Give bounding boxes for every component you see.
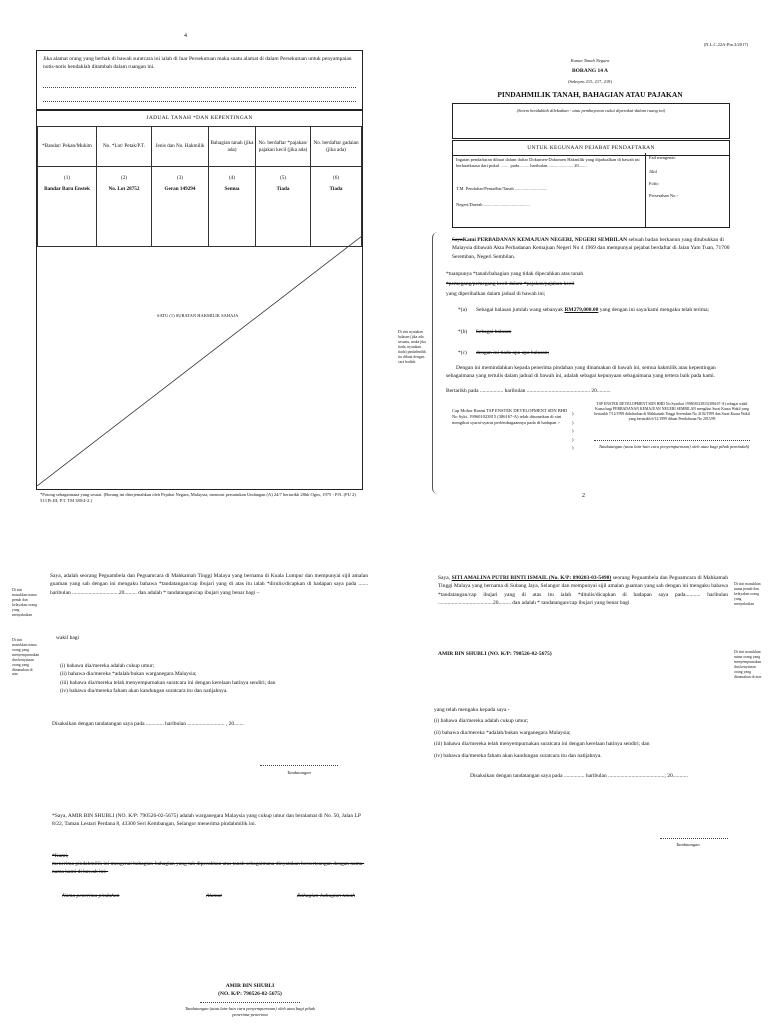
declaration-item: (i) bahawa dia/mereka adalah cukup umur; [434,718,529,724]
data-cell [256,167,311,247]
data-cell [97,167,152,247]
signature-label: Tandatangan [676,842,700,847]
col-number: (6) [332,175,340,181]
option-a-pre: Sebagai balasan jumlah wang sebanyak [476,307,565,313]
dotted-line [43,87,356,88]
col-share: Bahagian-bahagian tanah [297,893,355,899]
option-c-label: *(c) [458,350,467,356]
option-a [476,306,746,314]
witness-paragraph [438,574,728,607]
col-number: (1) [63,175,71,181]
declaration-item: (i) bahawa dia/mereka adalah cukup umur; [60,663,155,669]
transferor-name: Kami PERBADANAN KEMAJUAN NEGERI, NEGERI SEMBILAN [462,237,628,243]
declaration-item: (iv) bahawa dia/mereka faham akan kandungan suratcara itu dan natijahnya. [434,752,602,759]
dated-line: Bertarikh pada ................. haribulan .............................................. 20.......... [446,388,611,394]
amount: RM279,000.00 [564,307,599,313]
registrar-file: Fail mengenai: [649,155,676,160]
kami-paragraph: menerima pindahmilik ini mengenai bahagian-bahagian yang tak dipecahkan atas tanah sebagaimana dinyatakan berserteangan dengan nama-nama kami di bawah ini:- [52,861,365,876]
mengaku-line: yang telah mengaku kepada saya - [434,707,510,713]
signature-caption: Tandatangan (atau lain-lain cara penyempurnaan) oleh atau bagi pihak pemindah) [598,444,750,449]
declaration-list [60,662,370,695]
notice-box [36,50,363,110]
declaration-item: (iii) bahawa dia/mereka telah menyempurnakan suratcara ini dengan kerelaan hatinya sendiri; dan [60,679,276,686]
registrar-jilid: Jilid [649,168,657,174]
option-c: dengan ini tiada apa-apa balasan; [476,350,549,356]
form-title: PINDAHMILIK TANAH, BAHAGIAN ATAU PAJAKAN [497,90,683,99]
witness-dated: Disaksikan dengan tandatangan saya pada ............... haribulan ........................................., 20........... [470,773,688,779]
col-number: (5) [279,175,287,181]
transferor-details: sebuah badan berkanun yang ditubuhkan di Malaysia dibawah Akta Perbadanan Kemajuan Negeri No 4 1969 dan mempunyai pejabat berdaftar di Jalan Yam Tuan, 71700 Seremban, Negeri Sembilan. [452,237,730,260]
signature-line [594,440,750,441]
registrar-tm: T.M. Pendaftar/Pentadbir/Tanah ............................. [456,186,548,191]
kami-label: *Kami, [52,853,69,859]
diagonal-note: SATU (1) SURATAN HAKMILIK SAHAJA [157,313,239,318]
footnote: *Potong sebagaimana yang sesuai. [Borang ini diterjemahkan oleh Pejabat Negara, Malaysia, menurut peruntukan Undangan (A) 24/7 bertarikh 28hb Ogos, 1975 - P.N. (PU 2) 513 Pt.III; P.T. TM 380/4-2.] [40,492,356,503]
tuanpunya-text: *tuanpunya *tanah/bahagian yang tidak dipecahkan atas tanah [446,271,584,277]
cell-value: Tiada [329,185,343,192]
side-note: Di sini masukkan nama penuh dan kelayakan orang yang menyaksikan [734,582,761,606]
schedule-table [37,126,362,247]
side-note: Di sini nyatakan balasan (jika ada sesuatu, maka jika tiada, nyatakan tiada) pindahmilik itu dibuat dengan cara hadiah [398,330,426,364]
dotted-line [43,101,356,102]
option-a-post: yang dengan ini saya/kami mengaku telah terima; [598,307,710,313]
header-text: No. *Lot/ Petak/P.T. [102,143,146,150]
col-number: (4) [228,175,236,181]
header-cell [152,127,209,167]
header-text: No. berdaftar *pajakan/ pajakan kecil (jika ada) [258,139,308,153]
col-number: (3) [176,175,184,181]
signer-ic: (NO. K/P: 790526-02-5675) [218,991,282,997]
transferee-name: AMIR BIN SHUBLI (NO. K/P: 790526-02-5675) [438,651,552,657]
header-text: No. berdaftar gadaian (jika ada) [313,139,359,153]
col-name: Nama penerima pindahan [62,893,120,899]
cell-value: Tiada [276,185,290,192]
col-number: (2) [120,175,128,181]
data-cell [38,167,97,247]
header-cell [209,127,256,167]
side-note: Di sini masukkan nama orang yang menyempurnakan dan kenyataan orang yang dinamakan di atas [12,638,40,677]
cell-value: Bandar Baru Enstek [44,185,90,192]
diperihalkan-line: yang diperihalkan dalam jadual di bawah ini; [446,291,546,297]
tuanpunya-line [446,270,736,278]
kanun-label: Kanun Tanah Negara [570,58,610,63]
transfer-paragraph: Dengan ini memindahkan kepada penerima pindahan yang dinamakan di bawah ini, semua hakmilik atau kepentingan sebagaimana yang tertulis dalam jadual di bawah ini, adalah sebagai kepunyaan sebagaimana yang tertera baik pada kami. [446,365,716,380]
diagonal-line [37,236,362,486]
registrar-negeri: Negeri/Daerah ......................................... [456,202,530,207]
signature-caption: Tandatangan (atau lain-lain cara penyempurnaan) oleh atau bagi pihak penerima-penerima [184,1006,316,1017]
declaration-item: (iv) bahawa dia/mereka faham akan kandungan suratcara itu dan natijahnya. [60,687,228,694]
sections-label: (Seksyen 215, 217, 218) [568,79,612,84]
registrar-title: UNTUK KEGUNAAN PEJABAT PENDAFTARAN [453,141,729,156]
col-address: Alamat [206,893,222,899]
seal-right: TSP ENSTEK DEVELOPMENT SDN BHD No Syarikat 199601023815(386167-A) sebagai wakil Kuasa bagi PERBADANAN KEMAJUAN NEGERI SEMBILAN mengikut Surat Kuasa Wakil yang bertarikh 7/12/1999 didaftarkan di Mahkamah Tinggi Seremban No 4102/1999 dan Surat Kuasa Wakil yang bertarikh 6/12/1999 dibuat Pendaftaran No 2015/99 [594,402,750,421]
option-b-label: *(b) [458,329,468,335]
header-cell [256,127,311,167]
registrar-perserahan: Perserahan No.- [649,192,678,198]
header-cell [97,127,152,167]
cell-value: Semua [224,185,240,192]
registrar-box [452,140,730,228]
declaration-item: (ii) bahawa dia/mereka *adalah/bukan warganegara Malaysia; [434,729,571,736]
registrar-side [645,153,731,227]
registrar-entry: Ingatan pendaftaran dibuat dalam daftar Dokumen-Dokumen Hakmilik yang dijadualkan di bawah ini berkuatkuasa dari pukul ........ pada......... haribulan....................... 20....... [456,157,640,168]
schedule-box [36,110,363,490]
option-b: Sebagai balasan [476,329,512,335]
notice-text: Jika alamat orang yang berhak di bawah suratcara ini ialah di luar Persekutuan maka suatu alamat di dalam Persekutuan untuk penyampaian notis-notis hendaklah ditambah dalam ruangan ini. [43,56,352,71]
stamp-box [452,103,730,139]
cell-value: No. Lot 28752 [108,185,140,192]
schedule-title: JADUAL TANAH *DAN KEPENTINGAN [146,115,253,121]
page-number: 2 [582,493,585,499]
data-cell [152,167,209,247]
declaration-item: (ii) bahawa dia/mereka *adalah/bukan warganegara Malaysia; [60,671,197,678]
form-ref: (N.L.C.22A-Pin.3/2017) [703,42,748,47]
side-note: Di sini masukkan nama penuh dan kelayakan orang yang menyaksikan [12,588,37,617]
stamp-note: (Setem hendaklah dilekatkan - atau pembayaran cukai diperakui-dalam ruang ini) [516,108,666,113]
header-text: Jenis dan No. Hakmilik [155,143,205,150]
seal-bracket: ) ) ) ) ) [572,411,574,451]
header-text: Bahagian tanah (jika ada) [210,139,254,153]
header-cell [311,127,362,167]
wakil-label: wakil bagi [56,635,80,641]
cell-value: Geran 149294 [164,185,196,192]
data-cell [311,167,362,247]
header-cell [38,127,97,167]
signature-line [660,838,728,839]
declaration-list [434,716,734,762]
witness-paragraph: Saya, adalah seorang Peguambela dan Peguamcara di Mahkamah Tinggi Malaya yang bernama di Kuala Lumpur dan mempunyai sijil amalan guaman yang sah dengan ini mengaku bahawa *tandatangan/cap ibujari yang di atas itu ialah *dirulis/dicapkan di hadapan saya pada ....... haribulan ..................................20......... dan adalah * tandatangan/cap ibujari yang benar bagi – [50,573,368,596]
option-a-label: *(a) [458,307,467,313]
header-text: *Bandar/ Pekan/Mukim [42,143,92,150]
form-label: BORANG 14 A [571,68,609,74]
signer-name: AMIR BIN SHUBLI [225,983,275,989]
registrar-folio: Folio [649,180,659,186]
witness-name: SITI AMALINA PUTRI BINTI ISMAIL (No. K/P: 890203-03-5498) [451,575,612,581]
transferee-paragraph: *Saya, AMIR BIN SHUBLI (NO. K/P: 790526-02-5675) adalah warganegara Malaysia yang cukup umur dan beralamat di No. 50, Jalan LP 8/22, Taman Lestari Perdana 8, 43300 Seri Kembangan, Selangor menerima pindahmilik ini. [52,813,361,828]
signature-line [260,765,338,766]
pemegang-line: *pemegang/pemegang kecil dalam *pajakan/pajakan kecil [446,281,575,287]
signature-label: Tandatangan [287,770,311,775]
page-number: 4 [184,33,187,39]
witness-dated: Disaksikan dengan tandatangan saya pada ............. haribulan ........................... , 20....... [52,721,244,727]
transferor-party [452,236,742,261]
data-cell [209,167,256,247]
declaration-item: (iii) bahawa dia/mereka telah menyempurnakan suratcara ini dengan kerelaan hatinya sendiri; dan [434,741,650,748]
para-post: seorang Peguambela dan Peguamcara di Mahkamah Tinggi Malaya yang bernama di Subang Jaya, Selangor dan mempunyai sijil amalan guaman yang sah dengan ini mengaku bahawa *tandatangan/cap ibujari yang di atas itu ialah *ditulis/dicapkan di hadapan saya pada........... haribulan ........................................20......... dan adalah * tandatangan/cap ibujari yang benar bagi [438,575,728,606]
brace [432,232,439,494]
struck-text: Saya [452,237,463,243]
signature-line [200,1002,300,1003]
para-pre: Saya, [438,575,452,581]
side-note: Di sini masukkan nama orang yang menyempurnakan dan kenyataan orang yang dinamakan di atas [734,650,762,679]
seal-left: Cap Mohor Rasmi TSP ENSTEK DEVELOPMENT SDN BHD No Sykt. 199601023815 (386167-A) telah diturunkan di sini mengikut syarat-syarat perlembagaannya pada di hadapan :- [452,408,568,425]
